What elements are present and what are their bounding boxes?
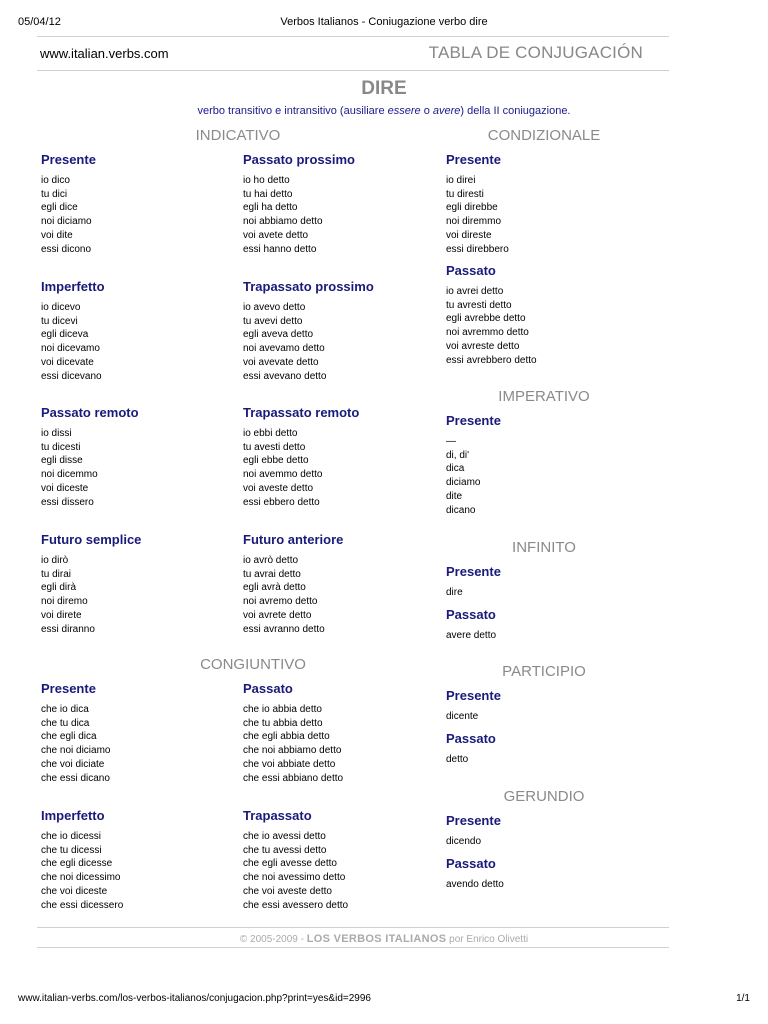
gerundio-passato — [446, 856, 504, 892]
conj-line: essi direbbero — [446, 243, 509, 255]
conj-line: tu avrai detto — [243, 568, 301, 580]
conj-line: che voi diceste — [41, 885, 108, 897]
conj-line: tu diresti — [446, 188, 484, 200]
conj-line: dite — [446, 490, 463, 502]
block-title: Presente — [446, 413, 501, 428]
imperativo-presente — [446, 413, 501, 517]
conj-line: — — [446, 436, 456, 447]
block-title: Passato — [446, 731, 496, 746]
conj-line: che noi abbiamo detto — [243, 745, 342, 757]
section-imperativo: IMPERATIVO — [498, 388, 590, 405]
conj-line: diciamo — [446, 477, 481, 489]
indicativo-passato-remoto — [41, 405, 139, 509]
top-divider — [37, 36, 669, 37]
conj-line: essi dissero — [41, 496, 94, 508]
conj-line: voi direste — [446, 229, 492, 241]
indicativo-futuro-anteriore — [243, 532, 343, 636]
conj-line: essi avevano detto — [243, 370, 327, 382]
conj-line: che voi diciate — [41, 758, 105, 770]
block-title: Trapassato — [243, 808, 312, 823]
conj-line: noi abbiamo detto — [243, 216, 323, 228]
block-title: Presente — [446, 813, 501, 828]
indicativo-passato-prossimo — [243, 152, 355, 256]
conj-line: noi avremo detto — [243, 596, 318, 608]
conj-line: che essi abbiano detto — [243, 772, 344, 784]
indicativo-futuro-semplice — [41, 532, 141, 636]
block-title: Trapassato remoto — [243, 405, 360, 420]
congiuntivo-passato — [243, 681, 343, 785]
conj-line: che essi dicessero — [41, 899, 124, 911]
block-title: Presente — [446, 688, 501, 703]
conj-line: tu avresti detto — [446, 299, 512, 311]
conj-line: che noi dicessimo — [41, 872, 121, 884]
conj-line: io avrò detto — [243, 555, 299, 566]
block-title: Futuro anteriore — [243, 532, 344, 547]
infinito-passato — [446, 607, 496, 643]
conj-line: egli direbbe — [446, 202, 498, 214]
conj-line: voi avevate detto — [243, 356, 319, 368]
conj-line: egli dice — [41, 202, 78, 214]
conj-line: avendo detto — [446, 879, 504, 890]
participio-presente — [446, 688, 501, 724]
conj-line: egli avrebbe detto — [446, 313, 526, 325]
conj-line: egli dirà — [41, 582, 77, 594]
conj-line: noi avevamo detto — [243, 343, 325, 355]
conj-line: che tu abbia detto — [243, 717, 323, 729]
conj-line: che noi diciamo — [41, 745, 111, 757]
conj-line: egli disse — [41, 455, 83, 467]
print-date: 05/04/12 — [18, 16, 61, 28]
section-infinito: INFINITO — [512, 539, 576, 556]
conj-line: tu dicesti — [41, 441, 81, 453]
conj-line: io avrei detto — [446, 286, 504, 297]
conj-line: che io dica — [41, 704, 89, 715]
print-title: Verbos Italianos - Coniugazione verbo dire — [280, 16, 488, 28]
section-condizionale: CONDIZIONALE — [487, 127, 601, 144]
conj-line: tu hai detto — [243, 188, 293, 200]
conj-line: tu dici — [41, 188, 68, 200]
conj-line: egli avrà detto — [243, 582, 306, 594]
indicativo-imperfetto — [41, 279, 105, 383]
block-title: Passato — [243, 681, 293, 696]
print-url: www.italian-verbs.com/los-verbos-italianos/conjugacion.php?print=yes&id=2996 — [18, 993, 371, 1004]
congiuntivo-presente — [41, 681, 110, 785]
conj-line: di, di' — [446, 449, 470, 461]
conj-line: noi diremmo — [446, 216, 502, 228]
conj-line: noi dicemmo — [41, 469, 98, 481]
tabla-title: TABLA DE CONJUGACIÓN — [428, 43, 643, 62]
conj-line: che egli abbia detto — [243, 731, 330, 743]
block-title: Imperfetto — [41, 279, 105, 294]
conj-line: egli aveva detto — [243, 329, 314, 341]
conj-line: egli ebbe detto — [243, 455, 309, 467]
congiuntivo-imperfetto — [41, 808, 123, 912]
conj-line: dica — [446, 463, 465, 475]
section-indicativo: INDICATIVO — [195, 127, 281, 144]
conj-line: che tu dica — [41, 717, 90, 729]
conj-line: io dissi — [41, 428, 72, 439]
conj-line: voi avreste detto — [446, 340, 520, 352]
section-gerundio: GERUNDIO — [503, 788, 585, 805]
infinito-presente — [446, 564, 501, 600]
conj-line: che noi avessimo detto — [243, 872, 346, 884]
block-title: Passato prossimo — [243, 152, 355, 167]
conj-line: dicano — [446, 504, 476, 516]
conj-line: che tu avessi detto — [243, 844, 327, 856]
conj-line: io dirò — [41, 555, 69, 566]
congiuntivo-trapassato — [243, 808, 348, 912]
conj-line: voi aveste detto — [243, 482, 314, 494]
conj-line: voi dicevate — [41, 356, 94, 368]
conj-line: detto — [446, 754, 469, 765]
indicativo-trapassato-prossimo — [243, 279, 374, 383]
copyright: © 2005-2009 - LOS VERBOS ITALIANOS por Enrico Olivetti — [239, 933, 529, 945]
conj-line: noi dicevamo — [41, 343, 100, 355]
block-title: Trapassato prossimo — [243, 279, 374, 294]
conj-line: avere detto — [446, 630, 497, 641]
footer-bottom-divider — [37, 947, 669, 948]
conj-line: essi avrebbero detto — [446, 354, 537, 366]
conj-line: che egli dica — [41, 731, 97, 743]
conj-line: voi diceste — [41, 482, 89, 494]
block-title: Presente — [41, 681, 96, 696]
conj-line: che voi abbiate detto — [243, 758, 336, 770]
conj-line: io dicevo — [41, 302, 81, 313]
conj-line: che io abbia detto — [243, 704, 322, 715]
conj-line: che essi avessero detto — [243, 899, 349, 911]
conj-line: tu dirai — [41, 568, 72, 580]
footer-divider — [37, 927, 669, 928]
conj-line: io ho detto — [243, 175, 290, 186]
block-title: Passato — [446, 856, 496, 871]
conj-line: che egli avesse detto — [243, 858, 337, 870]
conj-line: che tu dicessi — [41, 844, 102, 856]
conj-line: essi dicevano — [41, 370, 102, 382]
conj-line: noi avremmo detto — [446, 327, 529, 339]
conj-line: io dico — [41, 175, 70, 186]
conj-line: io ebbi detto — [243, 428, 298, 439]
block-title: Passato — [446, 607, 496, 622]
conj-line: egli diceva — [41, 329, 89, 341]
section-participio: PARTICIPIO — [502, 663, 586, 680]
conj-line: essi dicono — [41, 243, 92, 255]
page-number: 1/1 — [736, 993, 750, 1004]
conj-line: che io dicessi — [41, 831, 102, 842]
conj-line: essi diranno — [41, 623, 95, 635]
conj-line: io avevo detto — [243, 302, 306, 313]
block-title: Passato remoto — [41, 405, 139, 420]
conj-line: essi hanno detto — [243, 243, 317, 255]
gerundio-presente — [446, 813, 501, 849]
block-title: Futuro semplice — [41, 532, 142, 547]
section-congiuntivo: CONGIUNTIVO — [200, 656, 306, 673]
verb-title: DIRE — [361, 78, 407, 99]
conj-line: voi avete detto — [243, 229, 309, 241]
conj-line: voi direte — [41, 609, 82, 621]
participio-passato — [446, 731, 496, 767]
site-url[interactable]: www.italian.verbs.com — [40, 46, 169, 61]
conj-line: essi avranno detto — [243, 623, 325, 635]
conj-line: noi diremo — [41, 596, 88, 608]
header-divider — [37, 70, 669, 71]
block-title: Presente — [446, 564, 501, 579]
conj-line: voi dite — [41, 229, 73, 241]
conj-line: che egli dicesse — [41, 858, 113, 870]
indicativo-trapassato-remoto — [243, 405, 359, 509]
conj-line: dicente — [446, 711, 479, 722]
condizionale-presente — [446, 152, 509, 256]
conj-line: egli ha detto — [243, 202, 298, 214]
conj-line: essi ebbero detto — [243, 496, 320, 508]
block-title: Presente — [41, 152, 96, 167]
conj-line: che essi dicano — [41, 772, 110, 784]
conj-line: che voi aveste detto — [243, 885, 332, 897]
conj-line: tu avesti detto — [243, 441, 306, 453]
conj-line: che io avessi detto — [243, 831, 326, 842]
block-title: Imperfetto — [41, 808, 105, 823]
conj-line: voi avrete detto — [243, 609, 312, 621]
conj-line: io direi — [446, 175, 476, 186]
conj-line: tu avevi detto — [243, 315, 303, 327]
condizionale-passato — [446, 263, 537, 367]
brand-link[interactable]: LOS VERBOS ITALIANOS — [306, 933, 447, 945]
conj-line: noi avemmo detto — [243, 469, 323, 481]
conj-line: noi diciamo — [41, 216, 92, 228]
conj-line: dire — [446, 587, 463, 598]
block-title: Passato — [446, 263, 496, 278]
conj-line: tu dicevi — [41, 315, 78, 327]
indicativo-presente — [41, 152, 96, 256]
verb-description: verbo transitivo e intransitivo (ausiliare essere o avere) della II coniugazione. — [197, 105, 571, 117]
block-title: Presente — [446, 152, 501, 167]
conj-line: dicendo — [446, 836, 482, 847]
